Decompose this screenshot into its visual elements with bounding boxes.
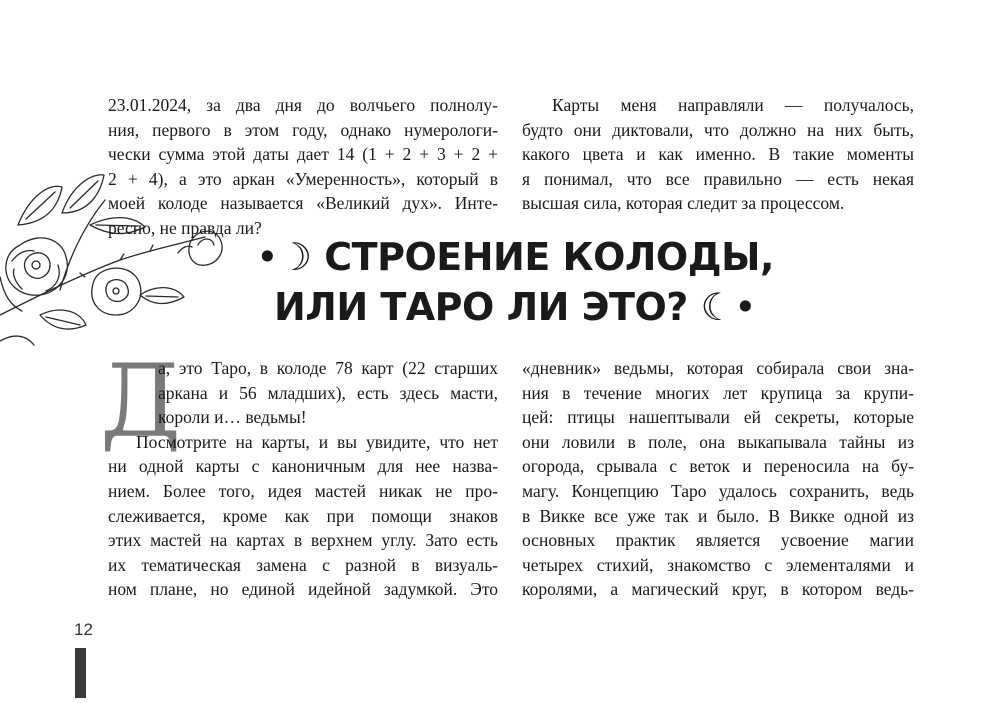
- text-line: ния в течение многих лет крупица за крупи-: [522, 382, 914, 403]
- bottom-left-paragraph: [108, 356, 498, 602]
- top-right-paragraph: [522, 93, 914, 216]
- text-line: основных практик является усвоение магии: [522, 530, 914, 551]
- text-line: ресно, не правда ли?: [108, 217, 262, 238]
- text-line: Карты меня направляли — получалось,: [552, 95, 914, 115]
- text-line: королями, а магический круг, в котором ведь-: [522, 579, 914, 600]
- text-line: ни одной карты с каноничным для нее назва-: [108, 456, 498, 477]
- moon-ornament-right-icon: ☾•: [700, 285, 757, 329]
- text-line: магу. Концепцию Таро удалось сохранить, ведь: [522, 480, 914, 501]
- text-line: ном плане, но единой идейной задумкой. Это: [108, 579, 498, 600]
- page-number: 12: [74, 620, 93, 639]
- drop-cap: Д: [100, 343, 182, 460]
- text-line: я понимал, что все правильно — есть некая: [522, 168, 914, 189]
- text-line: их тематическая замена с разной в визуаль-: [108, 554, 498, 575]
- text-line: а, это Таро, в колоде 78 карт (22 старших: [158, 358, 498, 378]
- text-line: «дневник» ведьмы, которая собирала свои зна-: [522, 358, 914, 378]
- text-line: 23.01.2024, за два дня до волчьего полнолу-: [108, 95, 498, 115]
- text-line: аркана и 56 младших), есть здесь масти,: [158, 382, 498, 403]
- text-line: моей колоде называется «Великий дух». Инте-: [108, 193, 498, 214]
- text-line: они ловили в поле, она выкапывала тайны из: [522, 431, 914, 452]
- text-line: огорода, срывала с веток и переносила на бу-: [522, 456, 914, 477]
- moon-ornament-left-icon: •☽: [256, 235, 312, 279]
- section-heading: [250, 232, 780, 332]
- text-line: короли и… ведьмы!: [158, 407, 307, 428]
- text-line: какого цвета и как именно. В такие моменты: [522, 144, 914, 165]
- text-line: цей: птицы нашептывали ей секреты, которые: [522, 407, 914, 428]
- text-line: в Викке все уже так и было. В Викке одной из: [522, 505, 914, 526]
- top-left-paragraph: [108, 93, 498, 241]
- text-line: чески сумма этой даты дает 14 (1 + 2 + 3 + 2 +: [108, 144, 498, 165]
- text-line: высшая сила, которая следит за процессом.: [522, 193, 845, 214]
- text-line: этих мастей на картах в верхнем углу. Зато есть: [108, 530, 498, 551]
- heading-line-2: [250, 282, 780, 332]
- text-line: слеживается, кроме как при помощи знаков: [108, 505, 498, 526]
- page-marker-bar: [75, 648, 86, 698]
- text-line: Посмотрите на карты, и вы увидите, что нет: [136, 431, 498, 452]
- text-line: нием. Более того, идея мастей никак не про-: [108, 480, 498, 501]
- bottom-right-paragraph: [522, 356, 914, 602]
- heading-text-2: ИЛИ ТАРО ЛИ ЭТО?: [273, 285, 688, 329]
- heading-line-1: [250, 232, 780, 282]
- heading-text-1: СТРОЕНИЕ КОЛОДЫ,: [324, 235, 774, 279]
- text-line: ния, первого в этом году, однако нумерологи-: [108, 119, 498, 140]
- text-line: будто они диктовали, что должно на них быть,: [522, 119, 914, 140]
- text-line: четырех стихий, знакомство с элементалями и: [522, 554, 914, 575]
- text-line: 2 + 4), а это аркан «Умеренность», который в: [108, 168, 498, 189]
